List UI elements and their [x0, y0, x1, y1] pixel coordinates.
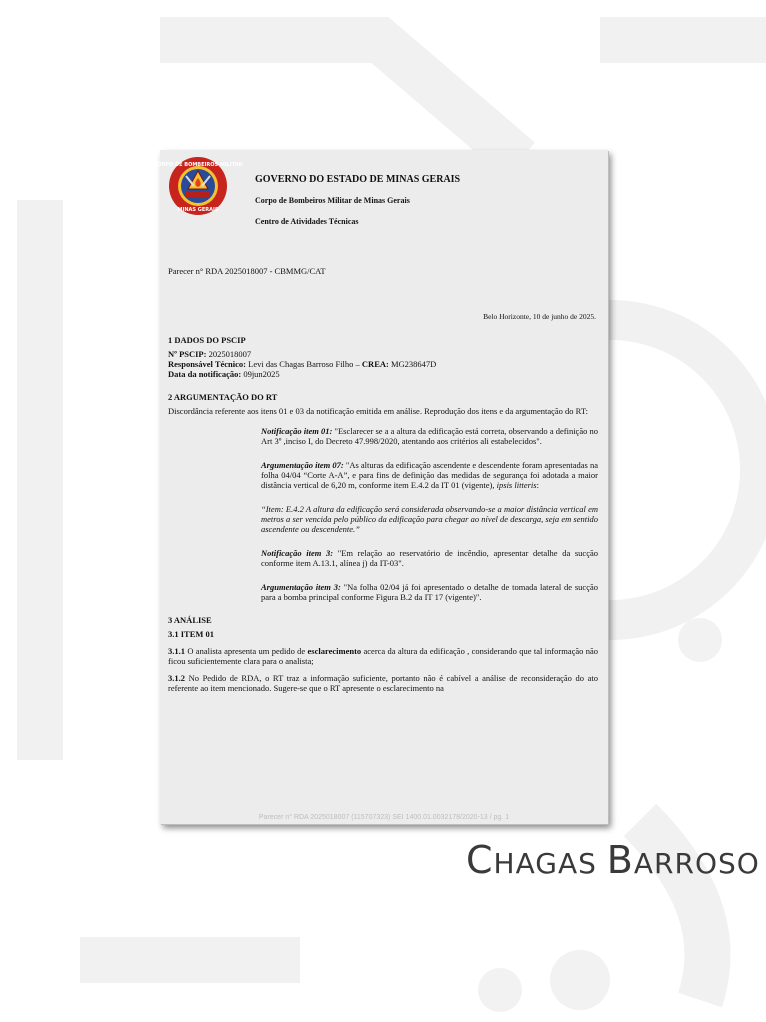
- quote5-text: "Na folha 02/04 já foi apresentado o detalhe de tomada lateral de sucção para a bomba principal conforme Figura B.2 da IT 17 (vigente)".: [261, 582, 598, 602]
- quote4-text: "Em relação ao reservatório de incêndio, apresentar detalhe da sucção conforme item A.13.1, alínea j) da IT-03".: [261, 548, 598, 568]
- pscip-value: 2025018007: [206, 349, 252, 359]
- quote-notificacao-01: [261, 426, 598, 446]
- quote4-title: Notificação item 3:: [261, 548, 338, 558]
- quote-notificacao-3: [261, 548, 598, 568]
- crest-text-bottom: MINAS GERAIS: [177, 207, 219, 213]
- crea-label: CREA:: [361, 359, 389, 369]
- p312-text: No Pedido de RDA, o RT traz a informação suficiente, portanto não é cabível a análise de reconsideração do ato referente ao item mencionado. Sugere-se que o RT apresente o esclarecimento na: [168, 673, 598, 693]
- rt-value: Levi das Chagas Barroso Filho –: [246, 359, 362, 369]
- document-page: [153, 150, 608, 824]
- brand-c: C: [466, 838, 494, 882]
- rt-label: Responsável Técnico:: [168, 359, 246, 369]
- quote5-title: Argumentação item 3:: [261, 582, 344, 592]
- paragraph-312: [168, 673, 598, 693]
- quote-argumentacao-3: [261, 582, 598, 602]
- p311-text-b: acerca da altura da edificação , considerando que tal informação não ficou suficientemente clara para o analista;: [168, 646, 598, 666]
- brand-b: B: [606, 838, 634, 882]
- header-government: GOVERNO DO ESTADO DE MINAS GERAIS: [255, 174, 461, 185]
- pscip-line: [168, 349, 598, 359]
- p311-text-a: O analista apresenta um pedido de: [185, 646, 308, 656]
- quote-argumentacao-07: [261, 460, 598, 490]
- crea-value: MG238647D: [388, 359, 437, 369]
- date-value: 09jun2025: [241, 369, 280, 379]
- date-line: [168, 369, 598, 379]
- city-date: Belo Horizonte, 10 de junho de 2025.: [483, 312, 596, 321]
- section2-intro: Discordância referente aos itens 01 e 03 da notificação emitida em análise. Reprodução dos itens e da argumentação do RT:: [168, 406, 588, 416]
- section3-title: 3 ANÁLISE: [168, 615, 212, 625]
- quote2-italic: ipsis litteris: [496, 480, 537, 490]
- header-center: Centro de Atividades Técnicas: [255, 217, 359, 226]
- p311-num: 3.1.1: [168, 646, 185, 656]
- pscip-label: Nº PSCIP:: [168, 349, 207, 359]
- quote1-title: Notificação item 01:: [261, 426, 335, 436]
- crest-text-top: CORPO DE BOMBEIROS MILITAR: [153, 162, 243, 168]
- document-body: [168, 335, 598, 693]
- paragraph-311: [168, 646, 598, 666]
- section1-title: 1 DADOS DO PSCIP: [168, 335, 246, 345]
- quote1-text: "Esclarecer se a a altura da edificação está correta, observando a definição no Art 3º ,inciso I, do Decreto 47.998/2020, atentando aos critérios ali estabelecidos".: [261, 426, 599, 446]
- section2-title: 2 ARGUMENTAÇÃO DO RT: [168, 392, 278, 402]
- p312-num: 3.1.2: [168, 673, 185, 683]
- quote2-text-b: :: [536, 480, 539, 490]
- brand-arroso: ARROSO: [633, 847, 760, 880]
- p311-bold: esclarecimento: [307, 646, 362, 656]
- brand-hagas: HAGAS: [493, 847, 607, 880]
- rt-line: [168, 359, 598, 369]
- date-label: Data da notificação:: [168, 369, 242, 379]
- quote2-title: Argumentação item 07:: [261, 460, 346, 470]
- quote2-text-a: "As alturas da edificação ascendente e descendente foram apresentadas na folha 04/04 “Corte A-A”, e para fins de definição das medidas de segurança foi adotada a maior distância vertical de 6,20 m, conforme item E.4.2 da IT 01 (vigente),: [261, 460, 599, 490]
- section31-title: 3.1 ITEM 01: [168, 629, 215, 639]
- page-footer: Parecer n° RDA 2025018007 (115707323) SEI 1400.01.0032178/2020-13 / pg. 1: [258, 814, 510, 821]
- header-corps: Corpo de Bombeiros Militar de Minas Gerais: [255, 196, 410, 205]
- brand-logo-chagas-barroso: [466, 838, 760, 882]
- quote-item-e42: “Item: E.4.2 A altura da edificação será considerada observando-se a maior distância vertical em metros a ser vencida pelo público da edificação para chegar ao nível de descarga, seja em sentido ascendente ou descendente.”: [261, 504, 598, 534]
- cbmmg-crest-icon: [153, 156, 243, 216]
- parecer-number: Parecer n° RDA 2025018007 - CBMMG/CAT: [168, 266, 326, 276]
